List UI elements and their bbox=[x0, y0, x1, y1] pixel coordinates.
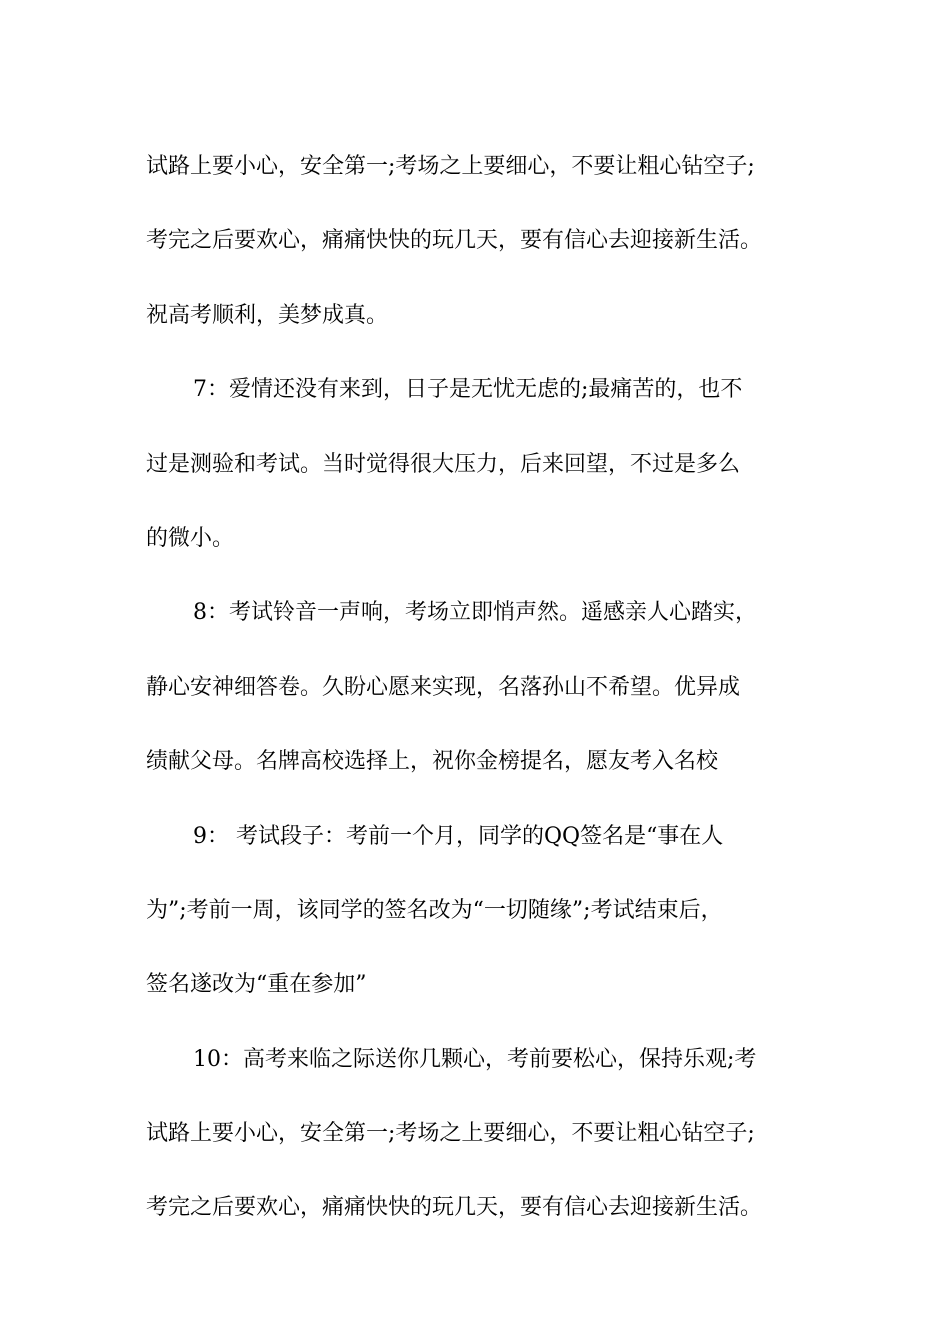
paragraph-10-start: 10：高考来临之际送你几颗心，考前要松心，保持乐观;考 bbox=[193, 1046, 757, 1072]
text-line: 为”;考前一周，该同学的签名改为“一切随缘”;考试结束后， bbox=[146, 897, 723, 923]
text-line: 考完之后要欢心，痛痛快快的玩几天，要有信心去迎接新生活。 bbox=[146, 1195, 763, 1221]
text-line: 静心安神细答卷。久盼心愿来实现，名落孙山不希望。优异成 bbox=[146, 674, 741, 700]
text-line: 过是测验和考试。当时觉得很大压力，后来回望，不过是多么 bbox=[146, 451, 741, 477]
text-line: 绩献父母。名牌高校选择上，祝你金榜提名，愿友考入名校 bbox=[146, 749, 719, 775]
paragraph-7-start: 7：爱情还没有来到，日子是无忧无虑的;最痛苦的，也不 bbox=[193, 377, 743, 403]
text-line: 签名遂改为“重在参加” bbox=[146, 972, 367, 998]
paragraph-9-start: 9： 考试段子：考前一个月，同学的QQ签名是“事在人 bbox=[193, 823, 724, 849]
text-line: 试路上要小心，安全第一;考场之上要细心，不要让粗心钻空子; bbox=[146, 154, 755, 179]
text-line: 考完之后要欢心，痛痛快快的玩几天，要有信心去迎接新生活。 bbox=[146, 228, 763, 254]
text-line: 的微小。 bbox=[146, 525, 235, 551]
document-body bbox=[146, 130, 816, 1246]
paragraph-8-start: 8：考试铃音一声响，考场立即悄声然。遥感亲人心踏实， bbox=[193, 600, 757, 626]
text-line: 祝高考顺利，美梦成真。 bbox=[146, 302, 389, 328]
text-line: 试路上要小心，安全第一;考场之上要细心，不要让粗心钻空子; bbox=[146, 1121, 755, 1147]
